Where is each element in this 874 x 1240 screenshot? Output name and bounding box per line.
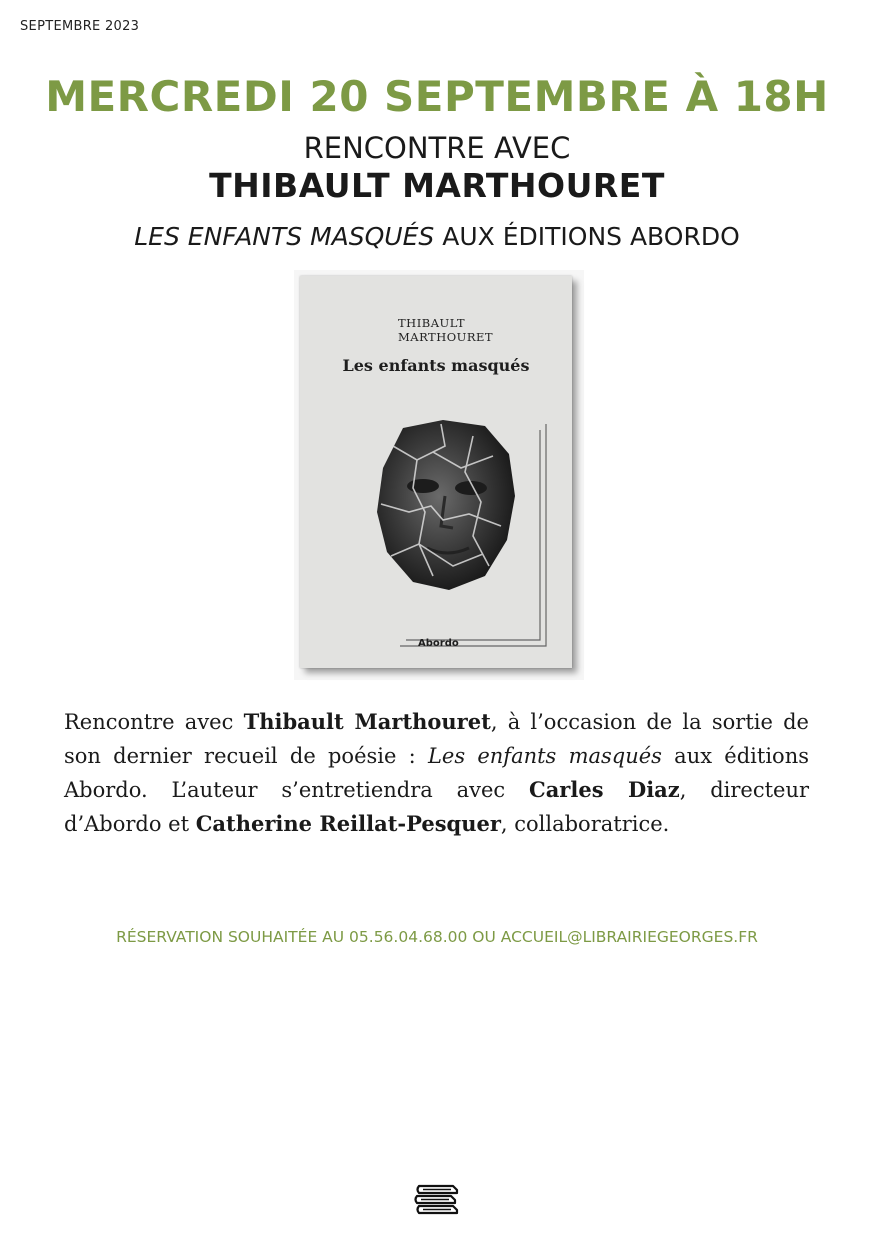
desc-director-name: Carles Diaz <box>528 777 680 802</box>
desc-text: , collaboratrice. <box>500 812 670 836</box>
desc-collaborator-name: Catherine Reillat-Pesquer <box>195 811 501 836</box>
cover-title: Les enfants masqués <box>342 356 530 375</box>
date-tag: SEPTEMBRE 2023 <box>20 19 140 34</box>
book-publisher: AUX ÉDITIONS ABORDO <box>434 222 740 251</box>
cover-publisher: Abordo <box>418 638 459 649</box>
book-cover-front <box>300 276 572 668</box>
desc-text: , à l’occasion de la sortie de son dernier recueil de poésie : <box>64 710 809 768</box>
reservation-info: RÉSERVATION SOUHAITÉE AU 05.56.04.68.00 OU ACCUEIL@LIBRAIRIEGEORGES.FR <box>116 928 758 946</box>
books-stack-icon <box>413 1182 461 1220</box>
desc-text: , directeur d’Abordo et <box>64 778 810 836</box>
desc-text: aux éditions Abordo. L’auteur s’entretiendra avec <box>64 744 809 802</box>
event-description <box>64 705 809 841</box>
cover-author: THIBAULT MARTHOURET <box>398 316 494 344</box>
book-line <box>0 222 874 251</box>
author-name: THIBAULT MARTHOURET <box>209 166 665 205</box>
desc-book-title: Les enfants masqués <box>427 744 662 768</box>
desc-text: Rencontre avec <box>64 710 244 734</box>
book-cover <box>294 270 584 680</box>
event-subtitle: RENCONTRE AVEC <box>303 131 571 165</box>
cover-frame-lines <box>300 276 572 668</box>
event-headline: MERCREDI 20 SEPTEMBRE À 18H <box>45 72 829 121</box>
desc-author-name: Thibault Marthouret <box>243 709 491 734</box>
book-title: LES ENFANTS MASQUÉS <box>134 222 435 251</box>
